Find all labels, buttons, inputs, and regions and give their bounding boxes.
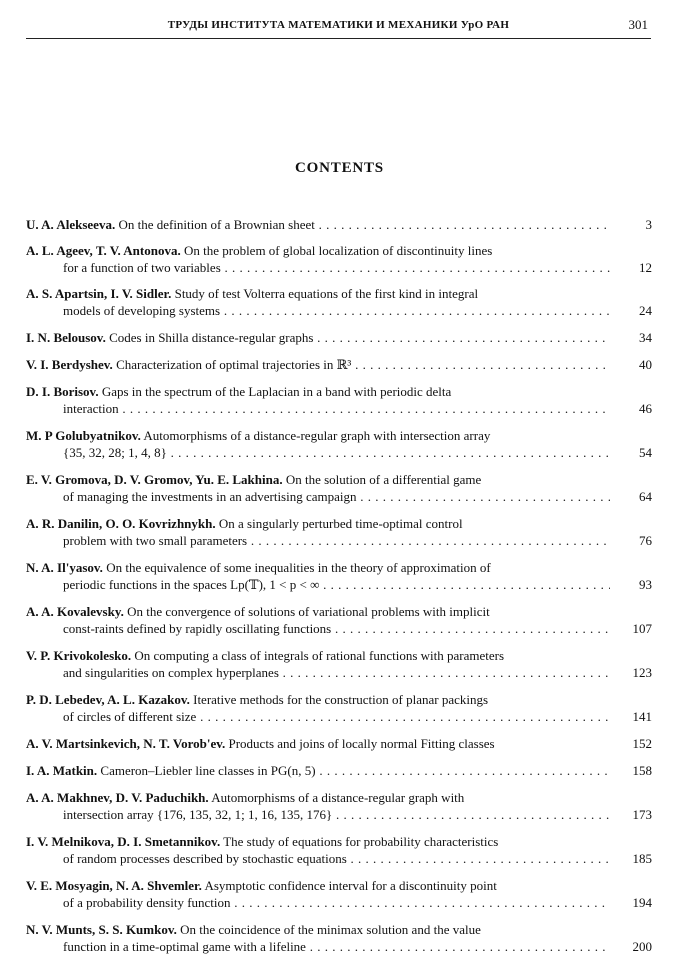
toc-entry-title: Characterization of optimal trajectories in ℝ³ [116, 357, 352, 372]
toc-entry-first-line [26, 789, 610, 806]
table-of-contents [26, 206, 652, 955]
toc-entry-first-line [26, 427, 610, 444]
toc-entry-authors: A. S. Apartsin, I. V. Sidler. [26, 286, 172, 301]
toc-entry [26, 762, 652, 779]
toc-entry-page: 46 [639, 401, 652, 416]
toc-entry-title: Cameron–Liebler line classes in PG(n, 5) [100, 763, 316, 778]
toc-entry [26, 329, 652, 346]
toc-entry-title: Study of test Volterra equations of the first kind in integral [174, 286, 479, 301]
toc-entry-title: On a singularly perturbed time-optimal control [218, 516, 463, 531]
toc-entry [26, 383, 652, 417]
toc-entry-first-line [26, 515, 610, 532]
toc-entry-first-line [26, 471, 610, 488]
toc-entry-title: On the equivalence of some inequalities in the theory of approximation of [106, 560, 491, 575]
toc-entry-title-continued: of circles of different size . . . [26, 708, 610, 725]
toc-entry-first-line [26, 383, 610, 400]
toc-entry-title-continued: interaction . . . [26, 400, 610, 417]
toc-entry-first-line [26, 285, 610, 302]
running-header [26, 16, 651, 39]
toc-entry-page: 107 [632, 621, 652, 636]
toc-entry-title-continued: models of developing systems . . . [26, 302, 610, 319]
toc-entry-first-line [26, 647, 610, 664]
toc-entry [26, 647, 652, 681]
toc-entry-first-line [26, 762, 610, 779]
toc-entry-page: 152 [632, 736, 652, 751]
toc-entry [26, 515, 652, 549]
toc-entry-first-line [26, 329, 610, 346]
toc-entry-page: 194 [632, 895, 652, 910]
toc-entry-title: Automorphisms of a distance-regular graph with intersection array [143, 428, 491, 443]
toc-entry [26, 427, 652, 461]
toc-entry-authors: V. P. Krivokolesko. [26, 648, 132, 663]
toc-entry-page: 93 [639, 577, 652, 592]
toc-entry-title: On computing a class of integrals of rational functions with parameters [134, 648, 505, 663]
toc-entry-page: 24 [639, 303, 652, 318]
toc-entry [26, 691, 652, 725]
toc-entry-authors: N. V. Munts, S. S. Kumkov. [26, 922, 177, 937]
toc-entry-page: 34 [639, 330, 652, 345]
toc-entry-first-line [26, 356, 610, 373]
toc-entry-first-line [26, 833, 610, 850]
toc-entry-page: 200 [632, 939, 652, 954]
toc-entry-authors: P. D. Lebedev, A. L. Kazakov. [26, 692, 190, 707]
toc-entry-authors: D. I. Borisov. [26, 384, 99, 399]
toc-entry-title: On the convergence of solutions of variational problems with implicit [127, 604, 490, 619]
toc-entry-authors: N. A. Il'yasov. [26, 560, 103, 575]
page-number: 301 [628, 17, 648, 32]
toc-entry [26, 216, 652, 233]
toc-entry [26, 242, 652, 276]
toc-entry [26, 789, 652, 823]
toc-entry [26, 471, 652, 505]
toc-entry [26, 735, 652, 752]
toc-entry-authors: A. A. Makhnev, D. V. Paduchikh. [26, 790, 209, 805]
toc-entry [26, 877, 652, 911]
toc-entry-page: 64 [639, 489, 652, 504]
toc-entry-authors: A. L. Ageev, T. V. Antonova. [26, 243, 181, 258]
toc-entry [26, 603, 652, 637]
toc-entry-title: The study of equations for probability characteristics [223, 834, 499, 849]
toc-entry-authors: V. E. Mosyagin, N. A. Shvemler. [26, 878, 202, 893]
toc-entry [26, 921, 652, 955]
toc-entry-title: On the definition of a Brownian sheet [118, 217, 315, 232]
toc-entry-title-continued: function in a time-optimal game with a lifeline . . . [26, 938, 610, 955]
toc-entry-page: 54 [639, 445, 652, 460]
toc-entry-page: 12 [639, 260, 652, 275]
toc-entry-first-line [26, 603, 610, 620]
toc-entry-title: Codes in Shilla distance-regular graphs [109, 330, 314, 345]
toc-entry-authors: M. P Golubyatnikov. [26, 428, 141, 443]
toc-entry-page: 3 [645, 217, 652, 232]
toc-entry-title-continued: of random processes described by stochastic equations . . . [26, 850, 610, 867]
toc-entry-title: Iterative methods for the construction of planar packings [193, 692, 489, 707]
toc-entry-page: 185 [632, 851, 652, 866]
toc-entry-title-continued: and singularities on complex hyperplanes . . . [26, 664, 610, 681]
toc-entry-first-line [26, 921, 610, 938]
toc-entry-title-continued: of a probability density function . . . [26, 894, 610, 911]
toc-entry-first-line [26, 242, 610, 259]
toc-entry-title: On the problem of global localization of discontinuity lines [183, 243, 493, 258]
toc-entry [26, 285, 652, 319]
toc-entry-title-continued: intersection array {176, 135, 32, 1; 1, 16, 135, 176} . . . [26, 806, 610, 823]
toc-entry [26, 833, 652, 867]
toc-entry-title-continued: for a function of two variables . . . [26, 259, 610, 276]
toc-entry-authors: A. V. Martsinkevich, N. T. Vorob'ev. [26, 736, 226, 751]
contents-title: CONTENTS [295, 160, 384, 176]
toc-entry-page: 141 [632, 709, 652, 724]
toc-entry-title-continued: const-raints defined by rapidly oscillating functions . . . [26, 620, 610, 637]
toc-entry-authors: I. V. Melnikova, D. I. Smetannikov. [26, 834, 221, 849]
toc-entry-title-continued: periodic functions in the spaces Lp(𝕋), 1 < p < ∞ . . . [26, 576, 610, 593]
toc-entry-first-line [26, 735, 610, 752]
toc-entry-authors: I. A. Matkin. [26, 763, 98, 778]
toc-entry-first-line [26, 877, 610, 894]
toc-entry-authors: A. R. Danilin, O. O. Kovrizhnykh. [26, 516, 216, 531]
journal-title: ТРУДЫ ИНСТИТУТА МАТЕМАТИКИ И МЕХАНИКИ УрО РАН [167, 19, 510, 31]
toc-entry-title: On the solution of a differential game [285, 472, 482, 487]
toc-entry [26, 559, 652, 593]
toc-entry-title: Gaps in the spectrum of the Laplacian in a band with periodic delta [101, 384, 452, 399]
toc-entry-title: Products and joins of locally normal Fitting classes [228, 736, 495, 751]
toc-entry-authors: A. A. Kovalevsky. [26, 604, 124, 619]
toc-entry-page: 123 [632, 665, 652, 680]
toc-entry-authors: V. I. Berdyshev. [26, 357, 113, 372]
toc-entry [26, 356, 652, 373]
toc-entry-first-line [26, 216, 610, 233]
toc-entry-page: 76 [639, 533, 652, 548]
toc-entry-title-continued: problem with two small parameters . . . [26, 532, 610, 549]
toc-entry-first-line [26, 559, 610, 576]
toc-entry-title-continued: of managing the investments in an advertising campaign . . . [26, 488, 610, 505]
toc-entry-title-continued: {35, 32, 28; 1, 4, 8} . . . [26, 444, 610, 461]
toc-entry-page: 158 [632, 763, 652, 778]
toc-entry-authors: U. A. Alekseeva. [26, 217, 116, 232]
toc-entry-title: On the coincidence of the minimax solution and the value [180, 922, 481, 937]
toc-entry-authors: E. V. Gromova, D. V. Gromov, Yu. E. Lakhina. [26, 472, 283, 487]
toc-entry-title: Asymptotic confidence interval for a discontinuity point [204, 878, 497, 893]
toc-entry-first-line [26, 691, 610, 708]
toc-entry-page: 40 [639, 357, 652, 372]
toc-entry-page: 173 [632, 807, 652, 822]
toc-entry-title: Automorphisms of a distance-regular graph with [211, 790, 465, 805]
toc-entry-authors: I. N. Belousov. [26, 330, 106, 345]
